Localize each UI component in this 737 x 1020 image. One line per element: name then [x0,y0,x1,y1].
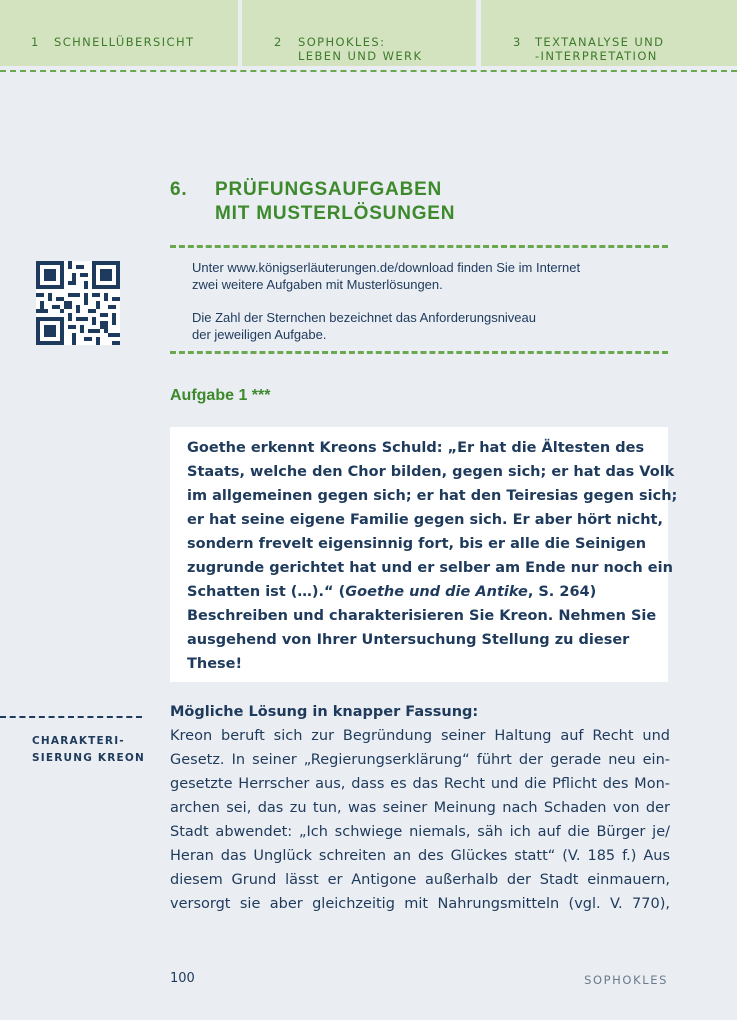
page-number: 100 [170,971,195,986]
header-divider [0,70,737,72]
tab-schnelluebersicht[interactable] [0,0,238,66]
body-line: versorgt sie aber gleichzeitig mit Nahrungsmitteln (vgl. V. 770), [170,896,670,912]
body-line: Kreon beruft sich zur Begründung seiner Haltung auf Recht und [170,728,670,744]
chapter-title: PRÜFUNGSAUFGABEN MIT MUSTERLÖSUNGEN [215,179,456,224]
qr-code[interactable] [36,261,120,345]
chapter-tabs [0,0,737,70]
info-top-divider [170,245,668,248]
tab-sophokles-leben-und-werk[interactable] [242,0,476,66]
tab-number: 2 [274,35,283,49]
body-line: Heran das Unglück schreiten an des Glückes statt“ (V. 185 f.) Aus [170,848,670,864]
info-stars-text: Die Zahl der Sternchen bezeichnet das Anforderungsniveau der jeweiligen Aufgabe. [192,310,536,342]
chapter-number: 6. [170,179,188,200]
sidenote-divider [0,716,142,718]
tab-textanalyse[interactable] [481,0,737,66]
task-source-title: Goethe und die Antike [345,584,528,600]
task-source-page: , S. 264) [527,584,597,600]
running-title: SOPHOKLES [584,973,668,987]
task-heading: Aufgabe 1 *** [170,387,271,404]
task-instruction: Beschreiben und charakterisieren Sie Kreon. Nehmen Sie ausgehend von Ihrer Untersuchung Stellung zu dieser These! [187,608,657,672]
tab-number: 3 [513,35,522,49]
sidenote-label: CHARAKTERI- SIERUNG KREON [32,735,146,764]
info-bottom-divider [170,351,668,354]
info-download-text: Unter www.königserläuterungen.de/download finden Sie im Internet zwei weitere Aufgaben mit Musterlösungen. [192,260,581,292]
solution-heading: Mögliche Lösung in knapper Fassung: [170,704,479,720]
tab-label: SCHNELLÜBERSICHT [54,35,195,49]
body-line: gesetzte Herrscher aus, dass es das Recht und die Pflicht des Mon- [170,776,670,792]
body-line: archen sei, das zu tun, was seiner Meinung nach Schaden von der [170,800,670,816]
solution-body [170,724,670,916]
tab-label: SOPHOKLES: LEBEN UND WERK [298,35,423,63]
tab-label: TEXTANALYSE UND -INTERPRETATION [535,35,665,63]
task-box [170,427,678,682]
tab-number: 1 [31,35,40,49]
body-line: Gesetz. In seiner „Regierungserklärung“ führt der gerade neu ein- [170,752,670,768]
task-quote [187,436,678,604]
task-quote-text: Goethe erkennt Kreons Schuld: „Er hat die Ältesten des Staats, welche den Chor bilden, gegen sich; er hat das Volk im allgemeinen gegen sich; er hat den Teiresias gegen sich; er hat seine eigene Familie gegen sich. Er aber hört nicht, sondern frevelt eigensinnig fort, bis er alle die Seinigen zugrunde gerichtet hat und er selber am Ende nur noch ein Schatten ist (…).“ ( [187,440,678,600]
body-line: diesem Grund lässt er Antigone außerhalb der Stadt einmauern, [170,872,670,888]
body-line: Stadt abwendet: „Ich schwiege niemals, säh ich auf die Bürger je/ [170,824,670,840]
